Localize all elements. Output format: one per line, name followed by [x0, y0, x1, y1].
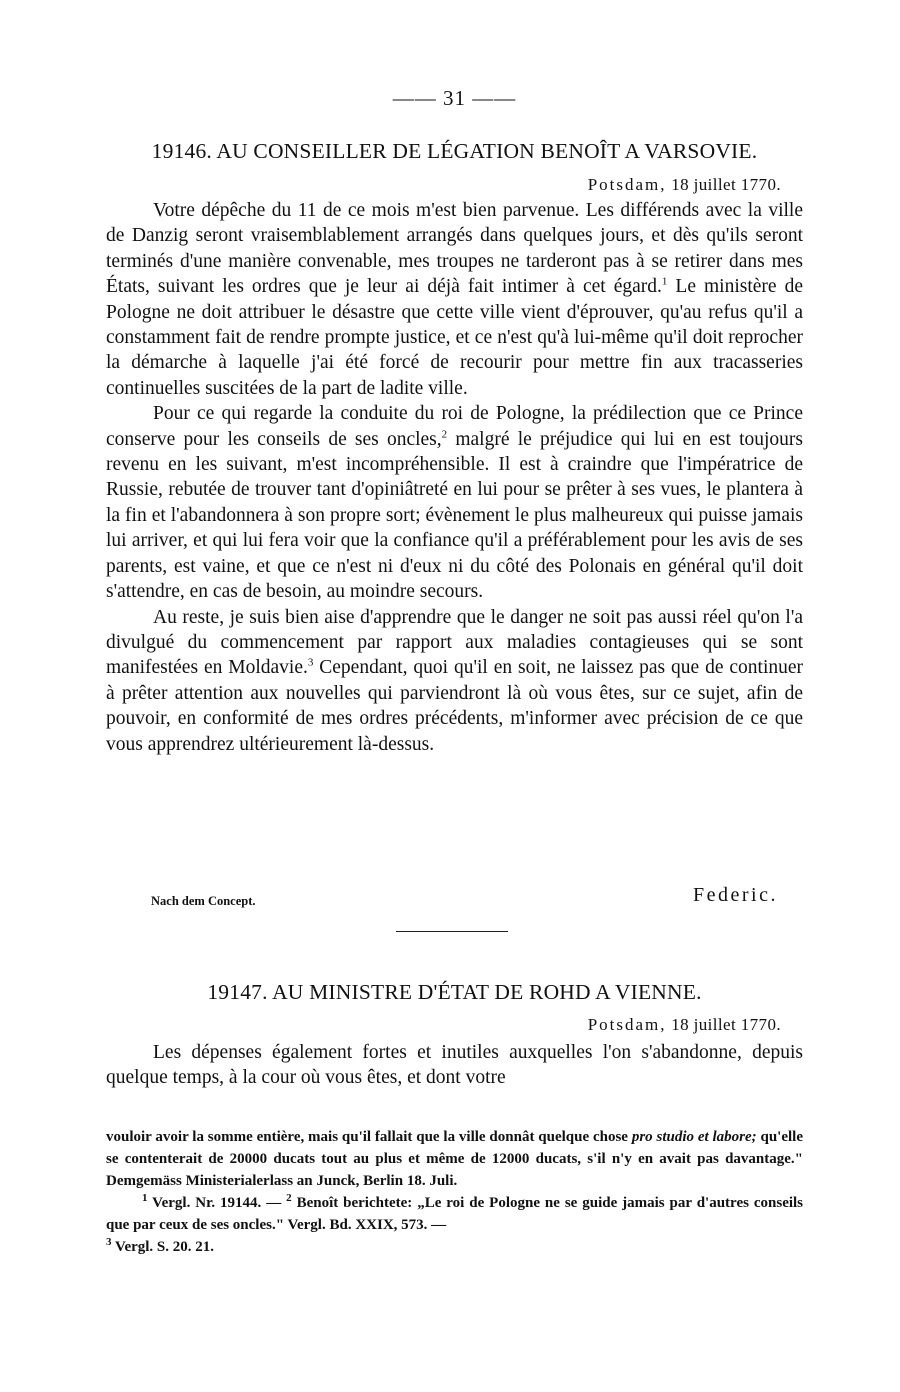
letter-heading [106, 139, 803, 164]
sentence: Cependant, quoi qu'il en soit, ne laissez pas que de continuer à prêter attention aux nouvelles qui parviendront là où vous êtes, sur ce sujet, afin de pouvoir, en conformité de mes ordres précédents, m'informer avec précision de ce que vous apprendrez ultérieurement là-dessus. [106, 657, 804, 755]
letter-heading [106, 980, 803, 1005]
sentence: malgré le préjudice qui lui en est toujours revenu en les suivant, m'est incompréhensible. Il est à craindre que l'impératrice de Russie, rebutée de trouver tant d'opiniâtreté en lui pour se prêter à ses vues, le plantera à la fin et l'abandonnera à son propre sort; évènement le plus malheureux qui puisse jamais lui arriver, et qui lui fera voir que la confiance qu'il a préférablement pour les avis de ses parents, est vaine, et que ce n'est ni d'eux ni du côté des Polonais en général qu'il doit s'attendre, en cas de besoin, au moindre secours. [106, 428, 803, 603]
page-number-value: 31 [443, 86, 466, 110]
footnote-1: Vergl. Nr. 19144. — [152, 1195, 282, 1211]
latin-phrase: pro studio et labore; [631, 1129, 757, 1145]
footnote-mark: 1 [661, 275, 668, 288]
footnote-mark: 1 [142, 1192, 148, 1204]
dateline-place: Potsdam, [587, 175, 667, 194]
letter-body [106, 198, 803, 757]
section-divider [396, 931, 508, 932]
dateline [588, 175, 781, 195]
dateline-date: 18 juillet 1770. [671, 175, 781, 194]
letter-title: AU CONSEILLER DE LÉGATION BENOÎT A VARSOVIE. [216, 139, 758, 163]
footnote-mark: 2 [441, 428, 448, 441]
footnote-list [106, 1192, 803, 1258]
paragraph [106, 198, 803, 401]
footnote-continuation: vouloir avoir la somme entière, mais qu'il fallait que la ville donnât quelque chose pro studio et labore; qu'elle se contenterait de 20000 ducats tout au plus et même de 12000 ducats, s'il n'y en avait pas davantage." Demgemäss Ministerialerlass an Junck, Berlin 18. Juli. [106, 1129, 804, 1189]
footnotes [106, 1126, 803, 1258]
footnote-2: Benoît berichtete: „Le roi de Pologne ne se guide jamais par d'autres conseils que par ceux de ses oncles." Vergl. Bd. XXIX, 573. — [106, 1195, 804, 1233]
sentence: Pour ce qui regarde la conduite du roi de Pologne, la prédilection que ce Prince conserve pour les conseils de ses oncles, [106, 403, 803, 450]
footnote-3: Vergl. S. 20. 21. [114, 1239, 215, 1255]
dateline-place: Potsdam, [587, 1015, 667, 1034]
sentence: Le ministère de Pologne ne doit attribuer le désastre que cette ville vient d'éprouver, qu'au refus qu'il a constamment fait de rendre prompte justice, et ce n'est qu'à lui-même qu'il doit reprocher la démarche à laquelle j'ai été forcé de recourir pour mettre fin aux tracasseries continuelles suscitées de la part de ladite ville. [106, 276, 804, 399]
letter-number: 19147. [207, 980, 268, 1004]
dateline-date: 18 juillet 1770. [671, 1015, 781, 1034]
sentence: Au reste, je suis bien aise d'apprendre que le danger ne soit pas aussi réel qu'on l'a divulgué du commencement par rapport aux maladies contagieuses qui se sont manifestées en Moldavie. [106, 606, 803, 679]
sentence: Votre dépêche du 11 de ce mois m'est bien parvenue. Les différends avec la ville de Danzig seront vraisemblablement arrangés dans quelques jours, et dès qu'ils seront terminés d'une manière convenable, mes troupes ne tarderont pas à se retirer dans mes États, suivant les ordres que je leur ai déjà fait intimer à cet égard. [106, 200, 803, 298]
footnote-mark: 3 [106, 1236, 112, 1248]
paragraph: Les dépenses également fortes et inutiles auxquelles l'on s'abandonne, depuis quelque temps, à la cour où vous êtes, et dont votre [106, 1042, 803, 1089]
page-number: —— 31 —— [392, 86, 517, 110]
footnote-mark: 3 [307, 656, 314, 669]
letter-title: AU MINISTRE D'ÉTAT DE ROHD A VIENNE. [272, 980, 702, 1004]
footnote-mark: 2 [286, 1192, 292, 1204]
dateline [588, 1015, 781, 1035]
paragraph [106, 605, 803, 757]
signature: Federic. [693, 884, 778, 906]
letter-number: 19146. [151, 139, 212, 163]
letter-body [106, 1040, 803, 1091]
paragraph [106, 401, 803, 604]
source-note: Nach dem Concept. [151, 894, 256, 908]
